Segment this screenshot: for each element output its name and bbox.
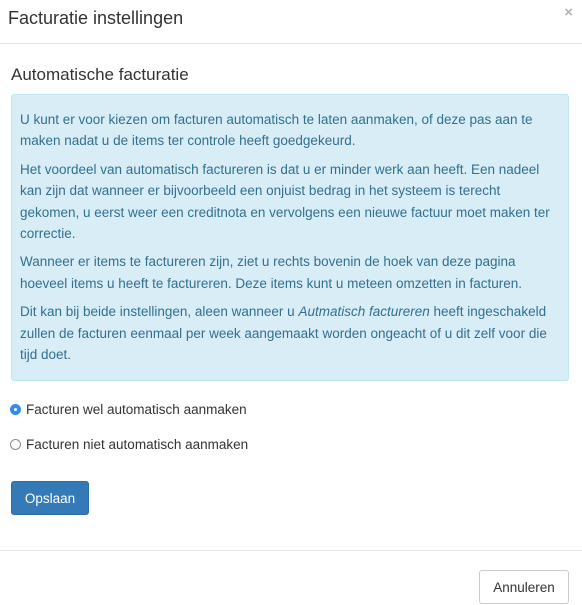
info-paragraph-4-end: heeft ingeschakeld zullen de facturen eenmaal per week aangemaakt worden ongeacht of u dit zelf voor die tijd doet. — [20, 304, 547, 363]
close-icon[interactable]: × — [564, 4, 573, 21]
radio-option-manual[interactable] — [10, 437, 248, 452]
info-paragraph-2: Het voordeel van automatisch factureren is dat u er minder werk aan heeft. Een nadeel kan zijn dat wanneer er bijvoorbeeld een onjuist bedrag in het systeem is terecht gekomen, u eerst weer een creditnota en vervolgens een nieuwe factuur moet maken ter correctie. — [20, 161, 550, 242]
radio-label-manual: Facturen niet automatisch aanmaken — [26, 437, 249, 452]
modal-body — [0, 44, 582, 550]
radio-label-auto: Facturen wel automatisch aanmaken — [26, 402, 247, 417]
info-paragraph-4 — [20, 301, 556, 365]
info-paragraph-1: U kunt er voor kiezen om facturen automatisch te laten aanmaken, of deze pas aan te maken nadat u de items ter controle heeft goedgekeurd. — [20, 112, 533, 149]
info-paragraph-4-start: Dit kan bij beide instellingen, aleen wanneer u — [20, 304, 299, 320]
section-title: Automatische facturatie — [11, 65, 189, 84]
radio-option-auto[interactable] — [10, 402, 247, 417]
cancel-button[interactable]: Annuleren — [479, 570, 569, 604]
modal-footer — [0, 550, 582, 605]
radio-button-manual[interactable] — [10, 439, 21, 450]
save-button[interactable]: Opslaan — [11, 481, 89, 515]
info-paragraph-3: Wanneer er items te factureren zijn, ziet u rechts bovenin de hoek van deze pagina hoeveel items u heeft te factureren. Deze items kunt u meteen omzetten in facturen. — [20, 254, 523, 291]
info-alert — [11, 94, 569, 381]
modal-header — [0, 0, 582, 44]
info-paragraph-4-emphasis: Autmatisch factureren — [298, 304, 430, 320]
radio-button-auto[interactable] — [10, 404, 21, 415]
modal-title: Facturatie instellingen — [8, 8, 184, 28]
